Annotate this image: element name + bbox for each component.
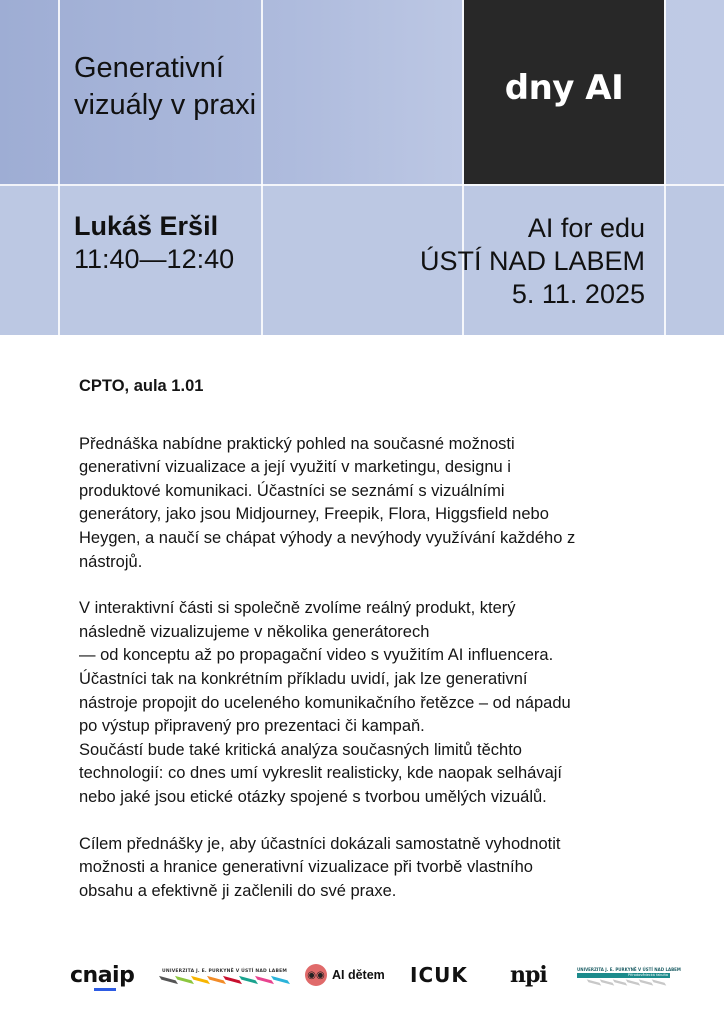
speaker-name: Lukáš Eršil [74, 211, 219, 241]
ai-detem-logo [305, 952, 385, 998]
talk-time: 11:40—12:40 [74, 244, 235, 274]
grid-line [58, 0, 60, 335]
brand-logo: dny AI [504, 68, 624, 108]
event-name: AI for edu [527, 213, 645, 243]
ujep-stripes [162, 978, 287, 982]
description-paragraph: Cílem přednášky je, aby účastníci dokázali samostatně vyhodnotit možnosti a hranice generativní vizualizace při tvorbě vlastního obsahu a efektivně ji začlenili do své praxe. [79, 834, 561, 900]
partner-logos [70, 952, 690, 1002]
npi-logo [510, 952, 547, 998]
icuk-logo [410, 952, 468, 998]
ujep-logo [162, 952, 287, 998]
npi-logo-text: npi [510, 962, 547, 988]
talk-title [74, 50, 256, 124]
cnaip-logo [70, 952, 134, 998]
ujep-faculty-subtitle: Přírodovědecká fakulta [577, 973, 670, 978]
brand-logo-box [464, 0, 664, 184]
grid-line [0, 184, 724, 186]
location-label: CPTO, aula 1.01 [79, 377, 204, 395]
event-city: ÚSTÍ NAD LABEM [419, 246, 645, 276]
ujep-faculty-stripes [589, 981, 664, 984]
event-info [420, 212, 645, 311]
event-date: 5. 11. 2025 [511, 279, 645, 309]
grid-line [664, 0, 666, 335]
ujep-faculty-logo-text: UNIVERZITA J. E. PURKYNĚ V ÚSTÍ NAD LABEM [577, 966, 681, 972]
cnaip-logo-text: cnaip [70, 962, 135, 988]
talk-title-line: Generativní [74, 52, 224, 84]
icuk-logo-text: ICUK [410, 963, 468, 987]
speaker-block [74, 210, 234, 276]
talk-description [79, 375, 669, 926]
ujep-stripe [271, 975, 290, 983]
ujep-faculty-logo [577, 952, 681, 998]
talk-title-line: vizuály v praxi [74, 89, 257, 121]
ai-detem-logo-text: AI dětem [332, 968, 385, 982]
ujep-logo-text: UNIVERZITA J. E. PURKYNĚ V ÚSTÍ NAD LABEM [162, 968, 288, 974]
robot-icon: ◉◉ [305, 964, 327, 986]
description-paragraph: V interaktivní části si společně zvolíme reálný produkt, který následně vizualizujeme v několika generátorech — od konceptu až po propagační video s využitím AI influencera. Účastníci tak na konkrétním příkladu uvidí, jak lze generativní nástroje propojit do uceleného komunikačního řetězce – od nápadu po výstup připravený pro prezentaci či kampaň. Součástí bude také kritická analýza současných limitů těchto technologií: co dnes umí vykreslit realisticky, kde naopak selhávají nebo jaké jsou etické otázky spojené s tvorbou umělých vizuálů. [79, 599, 571, 806]
cnaip-underline [94, 988, 116, 991]
description-paragraph: Přednáška nabídne praktický pohled na současné možnosti generativní vizualizace a její využití v marketingu, designu i produktové komunikaci. Účastníci se seznámí s vizuálními generátory, jako jsou Midjourney, Freepik, Flora, Higgsfield nebo Heygen, a naučí se chápat výhody a nevýhody využívání každého z nástrojů. [79, 434, 576, 571]
grid-line [261, 0, 263, 335]
poster-header [0, 0, 724, 335]
